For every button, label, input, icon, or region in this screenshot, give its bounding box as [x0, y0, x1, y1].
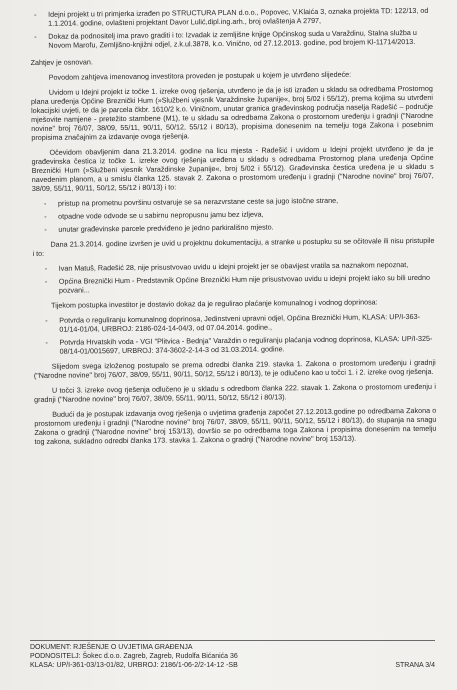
list-item	[30, 6, 432, 28]
list-dash: -	[43, 198, 47, 208]
list-item	[33, 273, 435, 295]
paragraph-zahtjev: Zahtjev je osnovan.	[30, 57, 93, 67]
paragraph-tocki3: U točci 3. izreke ovog rješenja odlučeno je u skladu s odredbom članka 222. stavak 1. Zakona o prostornom uređenju i gradnji ("Narodne novine" broj 76/07, 38/09, 55/11, 90/11, 50/12, 55/12 i 80/13).	[34, 381, 437, 404]
document-body	[30, 6, 437, 452]
list-item-text: Potvrda Hrvatskih voda - VGI "Plitvica - Bednja" Varaždin o reguliranju plaćanja vodnog doprinosa, KLASA: UP/I-325-08/14-01/0015697, URBROJ: 374-3602-2-14-3 od 31.03.2014. godine.	[59, 333, 433, 356]
list-dash: -	[45, 315, 48, 325]
paragraph-buduci: Budući da je postupak izdavanja ovog rješenja o uvjetima građenja započet 27.12.2013.godine po odredbama Zakona o prostornom uređenju i gradnji ("Narodne novine" broj 76/07, 38/09, 55/11, 90/11, 50/12, 55/12 i 80/13), do stupanja na snagu Zakona o gradnji ("Narodne novine" broj 153/13), dovršio se po odredbama toga Zakona i propisima donesenim na temelju tog zakona, sukladno odredbi članka 173. stavka 1. Zakona o gradnji ("Narodne novine" broj 153/13).	[34, 405, 437, 446]
footer-dokument: DOKUMENT: RJEŠENJE O UVJETIMA GRAĐENJA	[30, 644, 193, 651]
list-dash: -	[34, 31, 37, 41]
list-item	[30, 28, 432, 50]
list-item-text: Potvrda o reguliranju komunalnog doprinosa, Jedinstveni upravni odjel, Općina Breznički Hum, KLASA: UP/I-363-01/14-01/04, URBROJ: 2186-024-14-04/3, od 07.04.2014. godine.,	[59, 311, 421, 334]
document-footer	[30, 640, 435, 670]
list-dash: -	[44, 276, 48, 286]
footer-podnositelj: PODNOSITELJ: Šokec d.o.o. Zagreb, Zagreb, Rudolfa Bićanića 36	[30, 653, 238, 660]
paragraph-tijekom: Tijekom postupka investitor je dostavio dokaz da je regulirao plaćanje komunalnog i vodnog doprinosa:	[51, 297, 378, 310]
list-item	[33, 260, 435, 273]
page-number: STRANA 3/4	[395, 662, 435, 669]
paragraph-ocevidom: Očevidom obavljenim dana 21.3.2014. godine na licu mjesta - Radešić i uvidom u Idejni projekt utvrđeno je da je građevinska čestica iz točke 1. izreke ovog rješenja uređena u skladu s odredbama Prostornog plana uređenja Općine Breznički Hum (»Službeni vjesnik Varaždinske županije«, broj 5/02 i 55/12). Građevinska čestica uređena je u skladu s navedenim planom, a u smislu članka 125. stavak 2. Zakona o prostornom uređenju i gradnji ("Narodne novine" broj 76/07, 38/09, 55/11, 90/11, 50/12, 55/12 i 80/13) i to:	[31, 143, 434, 193]
list-item-text: Idejni projekt u tri primjerka izrađen po STRUCTURA PLAN d.o.o., Popovec, V.Klaića 3, oznaka projekta TD: 122/13, od 1.1.2014. godine, ovlašteni projektant Davor Lulić,dipl.ing.arh., broj ovlaštenja A 2797,	[47, 5, 429, 28]
list-dash: -	[44, 224, 47, 234]
paragraph-dana: Dana 21.3.2014. godine izvršen je uvid u projektnu dokumentaciju, a stranke u postupku su se očitovale ili nisu pristupile i to:	[32, 235, 435, 258]
list-dash: -	[44, 263, 48, 273]
list-item-text: Ivan Matuš, Radešić 28, nije prisustvovao uvidu u idejni projekt jer se obavijest vratila sa naznakom nepoznat,	[58, 260, 409, 273]
list-item-text: Općina Breznički Hum - Predstavnik Općine Breznički Hum nije prisustvovao uvidu u idejni projekt iako su bili uredno pozvani...	[58, 272, 430, 295]
list-dash: -	[44, 211, 47, 221]
list-item-text: Dokaz da podnositelj ima pravo graditi i to: Izvadak iz zemljišne knjige Općinskog suda u Varaždinu, Stalna služba u Novom Marofu, Zemljišno-knjižni odjel, z.k.ul.3878, k.o. Vinično, od 27.12.2013. godine, pod brojem Kl-11714/2013.	[48, 27, 417, 50]
paragraph-povodom: Povodom zahtjeva imenovanog investitora proveden je postupak u kojem je utvrđeno slijedeće:	[48, 69, 352, 82]
paragraph-slijedom: Slijedom svega izloženog postupalo se prema odredbi članka 219. stavka 1. Zakona o prostornom uređenju i gradnji ("Narodne novine" broj 76/07, 38/09, 55/11, 90/11, 50/12, 55/12 i 80/13), te je odlučeno kao u točci 1. i 2. izreke ovog rješenja.	[33, 357, 436, 380]
list-dash: -	[33, 9, 37, 19]
list-dash: -	[45, 337, 48, 347]
footer-klasa: KLASA: UP/I-361-03/13-01/82, URBROJ: 2186/1-06-2/2-14-12 -SB	[30, 662, 238, 669]
list-item	[32, 221, 434, 234]
list-item	[32, 208, 434, 221]
list-item	[32, 195, 434, 208]
list-item-text: pristup na prometnu površinu ostvaruje se sa nerazvrstane ceste sa jugo istočne strane,	[57, 195, 339, 208]
list-item	[33, 312, 435, 334]
list-item-text: unutar građevinske parcele predviđeno je jedno parkirališno mjesto.	[58, 222, 274, 234]
paragraph-uvidom: Uvidom u Idejni projekt iz točke 1. izreke ovog rješenja, utvrđeno je da je isti izrađen u skladu sa odredbama Prostornog plana uređenja Općine Breznički Hum (»Službeni vjesnik Varaždinske županije«, broj 5/02 i 55/12), prema kojima su utvrđeni lokacijski uvjeti, te da je parcela čkbr. 1610/2 k.o. Viničnom, unutar granica građevinskog područja naselja Radešić – područje mješovite namjene - pretežito stambene (M1), te u skladu sa odredbama Zakona o prostornom uređenju i gradnji ("Narodne novine" broj 76/07, 38/09, 55/11, 90/11, 50/12, 55/12 i 80/13), propisima donesenim na temelju toga Zakona i posebnim propisima značajnim za izdavanje ovoga rješenja.	[30, 83, 434, 142]
list-item	[33, 334, 435, 356]
list-item-text: otpadne vode odvode se u sabirnu nepropusnu jamu bez izljeva,	[58, 209, 264, 221]
